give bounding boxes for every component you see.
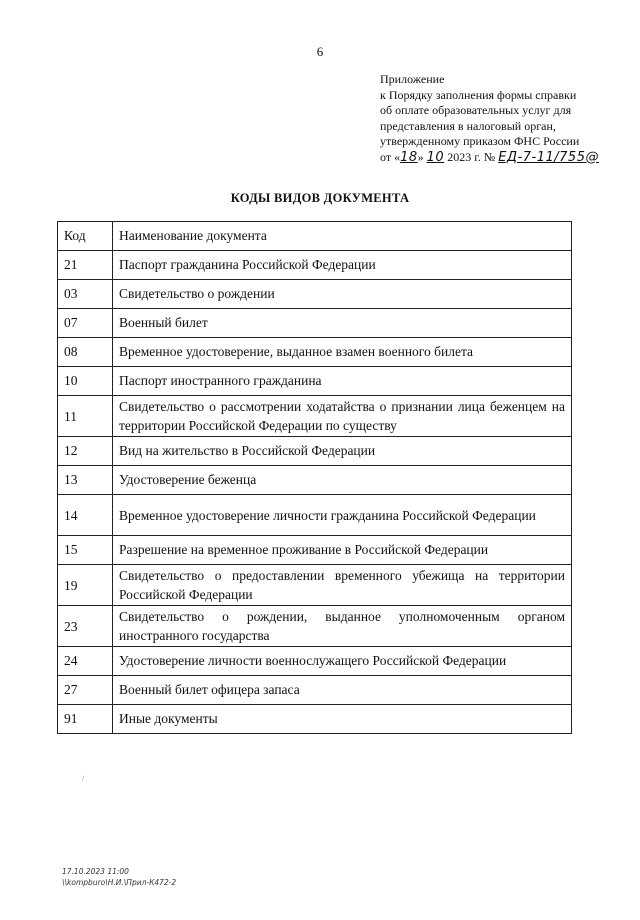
- cell-name: Паспорт иностранного гражданина: [113, 367, 572, 396]
- page-number: 6: [316, 44, 324, 59]
- cell-code: 27: [58, 676, 113, 705]
- cell-code: 11: [58, 396, 113, 437]
- cell-name: Военный билет: [113, 309, 572, 338]
- cell-code: 21: [58, 251, 113, 280]
- footer-stamp: [62, 866, 176, 888]
- cell-name: Иные документы: [113, 705, 572, 734]
- header-code: Код: [58, 222, 113, 251]
- cell-name: Военный билет офицера запаса: [113, 676, 572, 705]
- table-row: [58, 536, 572, 565]
- cell-code: 14: [58, 495, 113, 536]
- cell-name: Временное удостоверение личности гражданина Российской Федерации: [113, 495, 572, 536]
- cell-name: Разрешение на временное проживание в Российской Федерации: [113, 536, 572, 565]
- appendix-year-no: 2023 г. №: [447, 149, 496, 164]
- cell-name: Паспорт гражданина Российской Федерации: [113, 251, 572, 280]
- table-row: [58, 309, 572, 338]
- table-row: [58, 676, 572, 705]
- table-row: [58, 251, 572, 280]
- cell-code: 08: [58, 338, 113, 367]
- appendix-from: от «: [380, 149, 401, 164]
- table-row: [58, 396, 572, 437]
- cell-code: 03: [58, 280, 113, 309]
- cell-name: Временное удостоверение, выданное взамен военного билета: [113, 338, 572, 367]
- table-row: [58, 367, 572, 396]
- cell-code: 19: [58, 565, 113, 606]
- appendix-line: представления в налоговый орган,: [380, 118, 556, 133]
- footer-path: \\kompburo\Н.И.\Прил-К472-2: [62, 878, 177, 887]
- table-row: [58, 437, 572, 466]
- appendix-line: Приложение: [380, 72, 445, 86]
- cell-name: Свидетельство о рождении: [113, 280, 572, 309]
- cell-code: 10: [58, 367, 113, 396]
- appendix-mid: »: [417, 149, 424, 164]
- document-title: КОДЫ ВИДОВ ДОКУМЕНТА: [230, 191, 410, 205]
- cell-name: Свидетельство о предоставлении временного убежища на территории Российской Федерации: [113, 565, 572, 606]
- cell-code: 13: [58, 466, 113, 495]
- table-header-row: [58, 222, 572, 251]
- appendix-line: об оплате образовательных услуг для: [380, 103, 572, 117]
- document-codes-table: [57, 221, 572, 734]
- cell-code: 91: [58, 705, 113, 734]
- handwritten-month: 10: [426, 149, 445, 165]
- cell-name: Удостоверение беженца: [113, 466, 572, 495]
- cell-code: 15: [58, 536, 113, 565]
- cell-name: Свидетельство о рассмотрении ходатайства о признании лица беженцем на территории Российской Федерации по существу: [113, 396, 572, 437]
- appendix-line: к Порядку заполнения формы справки: [380, 87, 577, 102]
- cell-code: 07: [58, 309, 113, 338]
- handwritten-day: 18: [400, 149, 418, 165]
- appendix-order-line: [380, 150, 630, 166]
- handwritten-order-number: ЕД-7-11/755@: [498, 149, 599, 165]
- table-row: [58, 606, 572, 647]
- appendix-block: [380, 72, 630, 165]
- table-row: [58, 495, 572, 536]
- table-row: [58, 705, 572, 734]
- table-row: [58, 466, 572, 495]
- cell-name: Свидетельство о рождении, выданное уполномоченным органом иностранного государства: [113, 606, 572, 647]
- cell-code: 24: [58, 647, 113, 676]
- table-row: [58, 565, 572, 606]
- footer-timestamp: 17.10.2023 11:00: [62, 867, 129, 876]
- table-row: [58, 280, 572, 309]
- cell-code: 12: [58, 437, 113, 466]
- cell-name: Удостоверение личности военнослужащего Российской Федерации: [113, 647, 572, 676]
- table-row: [58, 338, 572, 367]
- header-name: Наименование документа: [113, 222, 572, 251]
- scan-speck: /: [82, 774, 85, 783]
- appendix-line: утвержденному приказом ФНС России: [380, 134, 580, 148]
- table-row: [58, 647, 572, 676]
- cell-code: 23: [58, 606, 113, 647]
- cell-name: Вид на жительство в Российской Федерации: [113, 437, 572, 466]
